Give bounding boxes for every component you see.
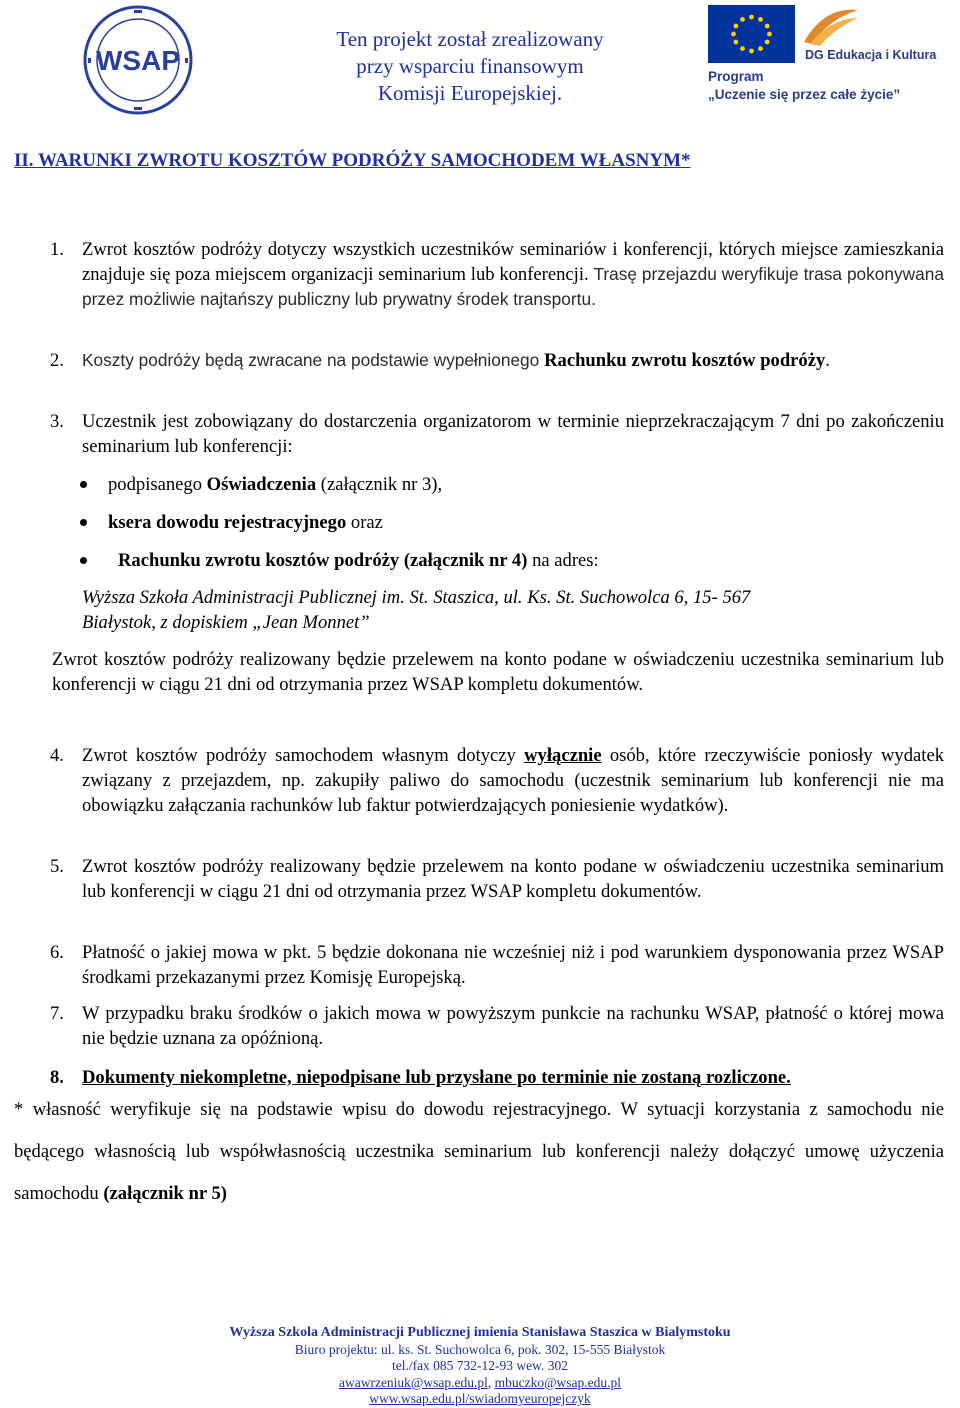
dg-label: DG Edukacja i Kultura: [805, 48, 937, 62]
bullet-2-bold: ksera dowodu rejestracyjnego: [108, 512, 347, 533]
item-7-text: W przypadku braku środków o jakich mowa w powyższym punkcie na rachunku WSAP, płatność o której mowa nie będzie uznana za opóźnioną.: [82, 1003, 944, 1049]
footer-emails: [180, 1375, 780, 1392]
eu-flag-icon: [708, 5, 795, 63]
funding-line-1: Ten projekt został zrealizowany: [336, 27, 604, 51]
bullet-dot-1: [80, 481, 87, 488]
item-4-underline: wyłącznie: [524, 745, 602, 766]
item-4-pre: Zwrot kosztów podróży samochodem własnym dotyczy: [82, 745, 525, 766]
footer-email-1-link[interactable]: awawrzeniuk@wsap.edu.pl: [338, 1374, 488, 1390]
item-6-text: Płatność o jakiej mowa w pkt. 5 będzie dokonana nie wcześniej niż i pod warunkiem dysponowania przez WSAP środkami przekazanymi przez Komisję Europejską.: [82, 942, 944, 988]
footer-address: Biuro projektu: ul. ks. St. Suchowolca 6, pok. 302, 15-555 Białystok: [294, 1341, 666, 1357]
bullet-1-bold: Oświadczenia: [206, 474, 317, 495]
logo-text: WSAP: [96, 45, 180, 76]
footnote: [14, 1089, 944, 1215]
footer-email-separator: ,: [487, 1374, 495, 1390]
item-7-number: 7.: [50, 1003, 64, 1024]
footnote-bold: (załącznik nr 5): [103, 1183, 227, 1204]
section-heading: II. WARUNKI ZWROTU KOSZTÓW PODRÓŻY SAMOCHODEM WŁASNYM*: [14, 150, 691, 171]
item-1-number: 1.: [50, 239, 64, 260]
item-3-text: Uczestnik jest zobowiązany do dostarczenia organizatorom w terminie nieprzekraczającym 7 dni po zakończeniu seminarium lub konferencji:: [82, 411, 944, 457]
item-4-post: osób, które rzeczywiście poniosły wydatek związany z przejazdem, np. zakupiły paliwo do samochodu (uczestnik seminarium lub konferencji nie ma obowiązku załączania rachunków lub faktur potwierdzających poniesienie wydatków).: [82, 745, 944, 816]
item-1-text: [82, 237, 944, 312]
program-name: „Uczenie się przez całe życie”: [708, 87, 901, 102]
item-5-text: Zwrot kosztów podróży realizowany będzie przelewem na konto podane w oświadczeniu uczestnika seminarium lub konferencji w ciągu 21 dni od otrzymania przez WSAP kompletu dokumentów.: [82, 856, 944, 902]
item-2-plain: Koszty podróży będą zwracane na podstawie wypełnionego: [82, 350, 545, 370]
wsap-logo-icon: [82, 4, 194, 116]
item-1-text-a: Zwrot kosztów podróży dotyczy wszystkich uczestników seminariów i konferencji, których miejsce zamieszkania znajduje się poza miejscem organizacji seminarium lub konferencji.: [82, 239, 944, 285]
footer-phone: tel./fax 085 732-12-93 wew. 302: [391, 1358, 569, 1373]
bullet-3: [118, 548, 599, 573]
transfer-paragraph: Zwrot kosztów podróży realizowany będzie przelewem na konto podane w oświadczeniu uczestnika seminarium lub konferencji w ciągu 21 dni od otrzymania przez WSAP kompletu dokumentów.: [52, 649, 944, 695]
funding-line-3: Komisji Europejskiej.: [377, 81, 563, 105]
address-line-1: Wyższa Szkoła Administracji Publicznej im. St. Staszica, ul. Ks. St. Suchowolca 6, 15- 567: [82, 587, 751, 608]
bullet-2: [108, 510, 383, 535]
bullet-2-post: oraz: [346, 512, 383, 533]
footer-institution: Wyższa Szkola Administracji Publicznej imienia Stanislawa Staszica w Bialymstoku: [229, 1325, 731, 1340]
funding-statement: [300, 26, 640, 107]
item-8-number: 8.: [50, 1067, 64, 1088]
item-8-text: Dokumenty niekompletne, niepodpisane lub przysłane po terminie nie zostaną rozliczone.: [82, 1067, 791, 1088]
bullet-1: [108, 472, 442, 497]
item-2-number: 2.: [50, 350, 64, 371]
item-3-number: 3.: [50, 411, 64, 432]
item-2-text: [82, 348, 944, 373]
footer-email-2-link[interactable]: mbuczko@wsap.edu.pl: [494, 1374, 622, 1390]
item-2-end: .: [825, 350, 830, 371]
item-1-text-b: Trasę przejazdu weryfikuje trasa pokonywana przez możliwie najtańszy publiczny lub prywatny środek transportu.: [82, 264, 944, 309]
address-line-2: Białystok, z dopiskiem „Jean Monnet”: [82, 612, 370, 633]
footer-website-link[interactable]: www.wsap.edu.pl/swiadomyeuropejczyk: [369, 1391, 591, 1406]
bullet-3-post: na adres:: [527, 550, 599, 571]
footnote-text: * własność weryfikuje się na podstawie wpisu do dowodu rejestracyjnego. W sytuacji korzystania z samochodu nie będącego własnością lub współwłasnością uczestnika seminarium lub konferencji należy dołączyć umowę użyczenia samochodu: [14, 1099, 944, 1204]
bullet-dot-2: [80, 519, 87, 526]
program-label: Program: [708, 69, 764, 84]
item-4-text: [82, 743, 944, 818]
item-4-number: 4.: [50, 745, 64, 766]
program-block: [708, 68, 900, 104]
llp-swoosh-icon: [800, 4, 860, 48]
item-2-bold: Rachunku zwrotu kosztów podróży: [544, 350, 826, 371]
bullet-3-bold: Rachunku zwrotu kosztów podróży (załącznik nr 4): [118, 550, 528, 571]
funding-line-2: przy wsparciu finansowym: [356, 54, 584, 78]
item-5-number: 5.: [50, 856, 64, 877]
bullet-1-pre: podpisanego: [108, 474, 207, 495]
page-footer: [180, 1325, 780, 1408]
bullet-1-post: (załącznik nr 3),: [316, 474, 443, 495]
item-6-number: 6.: [50, 942, 64, 963]
bullet-dot-3: [80, 557, 87, 564]
